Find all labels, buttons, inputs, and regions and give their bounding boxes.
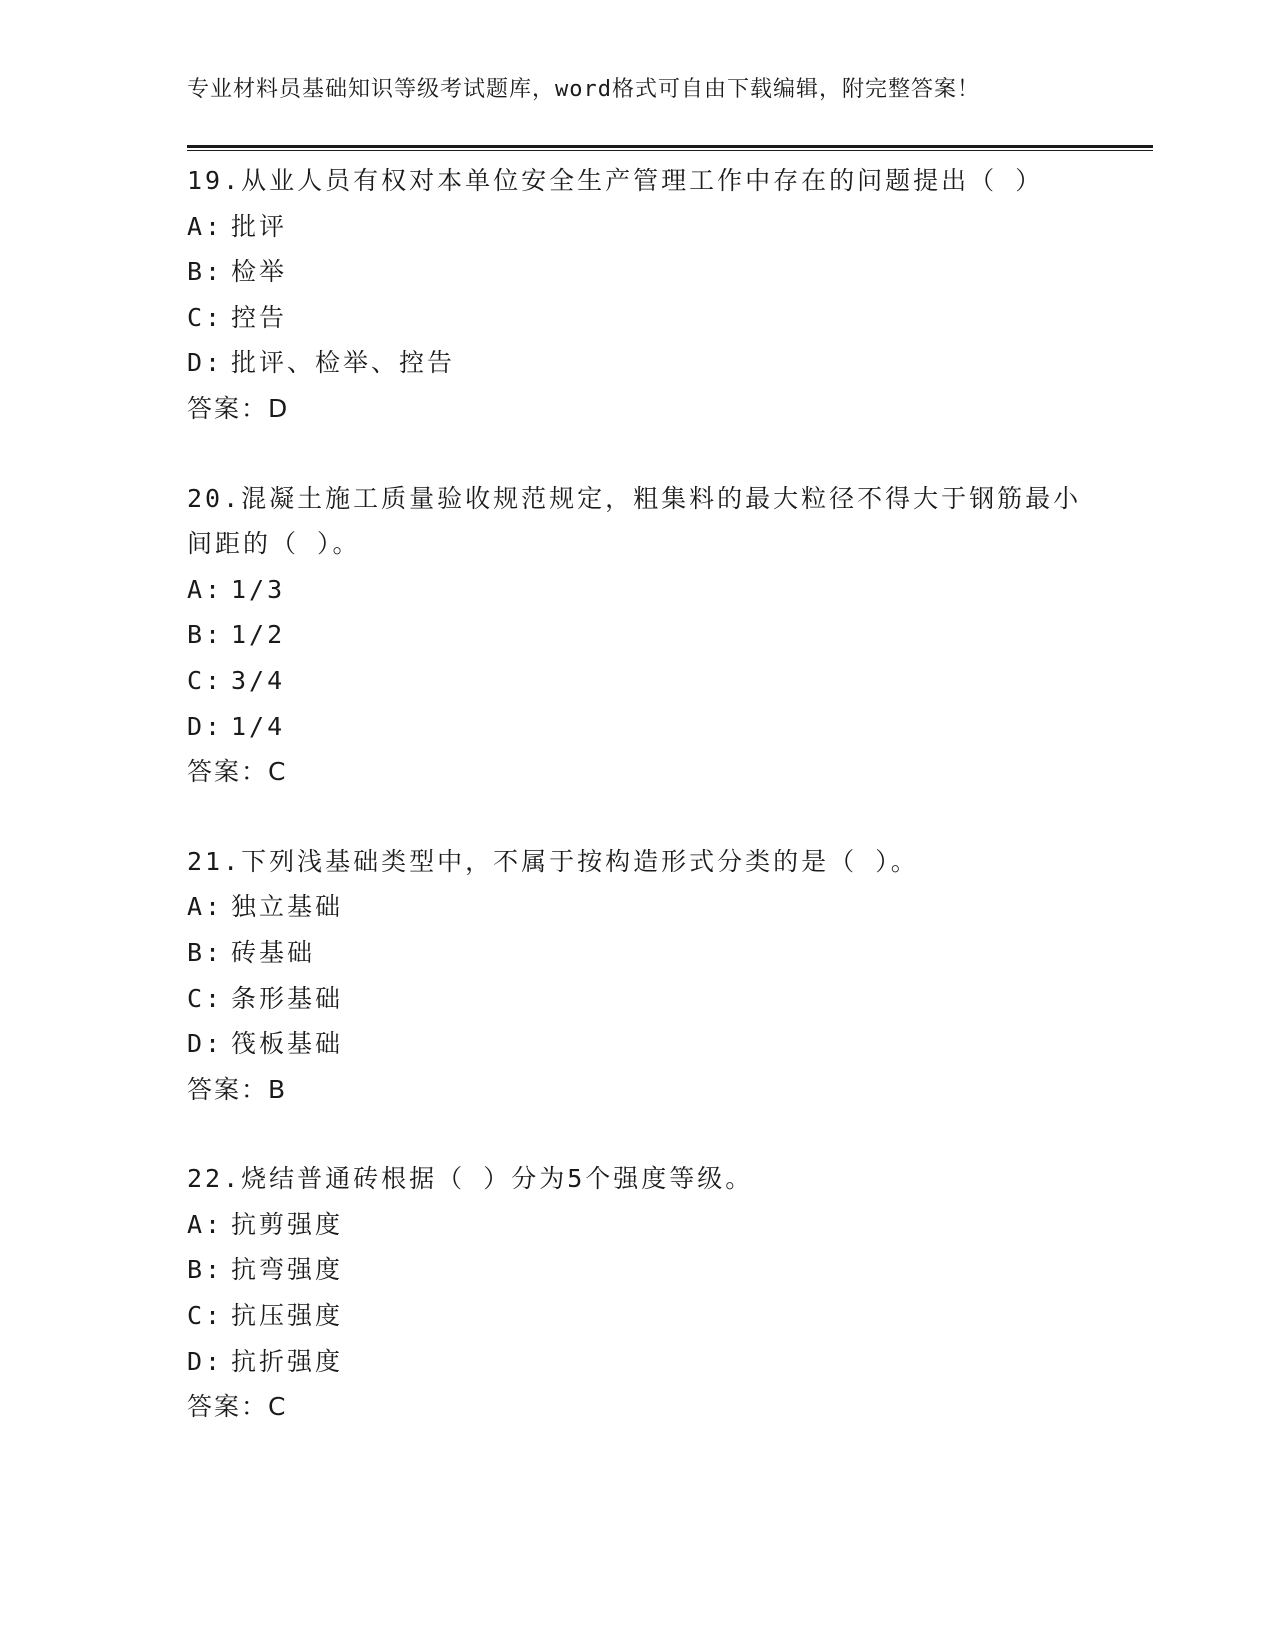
option-key: A:: [187, 1209, 224, 1239]
answer-line: 答案：D: [187, 393, 290, 423]
option-key: A:: [187, 574, 224, 604]
question-19: [187, 158, 1087, 432]
option-key: A:: [187, 211, 224, 241]
answer-line: 答案：C: [187, 1392, 288, 1422]
option-key: B:: [187, 257, 224, 287]
question-stem: 21.下列浅基础类型中，不属于按构造形式分类的是（ ）。: [187, 846, 919, 876]
answer-line: 答案：B: [187, 1074, 288, 1104]
option-d: [187, 340, 1087, 386]
option-c: [187, 1293, 1087, 1339]
header-rule-thin: [187, 150, 1153, 151]
question-20: [187, 476, 1087, 795]
option-b: [187, 930, 1087, 976]
option-key: B:: [187, 1255, 224, 1285]
option-b: [187, 612, 1087, 658]
option-key: C:: [187, 665, 224, 695]
question-22: [187, 1156, 1087, 1430]
option-text: 1/2: [231, 620, 286, 650]
option-key: D:: [187, 1346, 224, 1376]
option-a: [187, 204, 1087, 250]
option-text: 独立基础: [231, 892, 344, 922]
answer-line: 答案：C: [187, 757, 288, 787]
question-stem: 19.从业人员有权对本单位安全生产管理工作中存在的问题提出（ ）: [187, 166, 1044, 195]
option-text: 筏板基础: [231, 1029, 344, 1059]
option-text: 3/4: [231, 665, 286, 695]
option-a: [187, 567, 1087, 613]
question-stem: 22.烧结普通砖根据（ ）分为5个强度等级。: [187, 1164, 754, 1194]
option-key: C:: [187, 1301, 224, 1331]
option-c: [187, 295, 1087, 341]
option-a: [187, 1202, 1087, 1248]
option-key: D:: [187, 711, 224, 741]
option-key: A:: [187, 892, 224, 922]
option-a: [187, 884, 1087, 930]
option-b: [187, 249, 1087, 295]
header-rule-thick: [187, 145, 1153, 148]
option-text: 1/3: [231, 574, 286, 604]
option-key: D:: [187, 348, 224, 378]
option-key: B:: [187, 937, 224, 967]
option-key: D:: [187, 1029, 224, 1059]
page-header: 专业材料员基础知识等级考试题库，word格式可自由下载编辑，附完整答案！: [187, 77, 980, 102]
option-key: C:: [187, 983, 224, 1013]
option-text: 抗压强度: [231, 1301, 344, 1331]
option-text: 条形基础: [231, 983, 344, 1013]
option-key: C:: [187, 302, 224, 332]
option-text: 批评: [231, 211, 288, 241]
option-text: 抗折强度: [231, 1346, 344, 1376]
option-d: [187, 704, 1087, 750]
option-key: B:: [187, 620, 224, 650]
option-c: [187, 976, 1087, 1022]
option-text: 检举: [231, 257, 288, 287]
option-text: 批评、检举、控告: [231, 348, 456, 378]
option-b: [187, 1247, 1087, 1293]
option-text: 1/4: [231, 711, 286, 741]
question-list: [187, 158, 1087, 1474]
option-d: [187, 1339, 1087, 1385]
option-text: 控告: [231, 302, 288, 332]
option-d: [187, 1021, 1087, 1067]
option-text: 抗剪强度: [231, 1209, 344, 1239]
option-text: 砖基础: [231, 937, 316, 967]
option-text: 抗弯强度: [231, 1255, 344, 1285]
option-c: [187, 658, 1087, 704]
question-stem: 20.混凝土施工质量验收规范规定，粗集料的最大粒径不得大于钢筋最小间距的（ ）。: [187, 483, 1082, 559]
question-21: [187, 839, 1087, 1113]
